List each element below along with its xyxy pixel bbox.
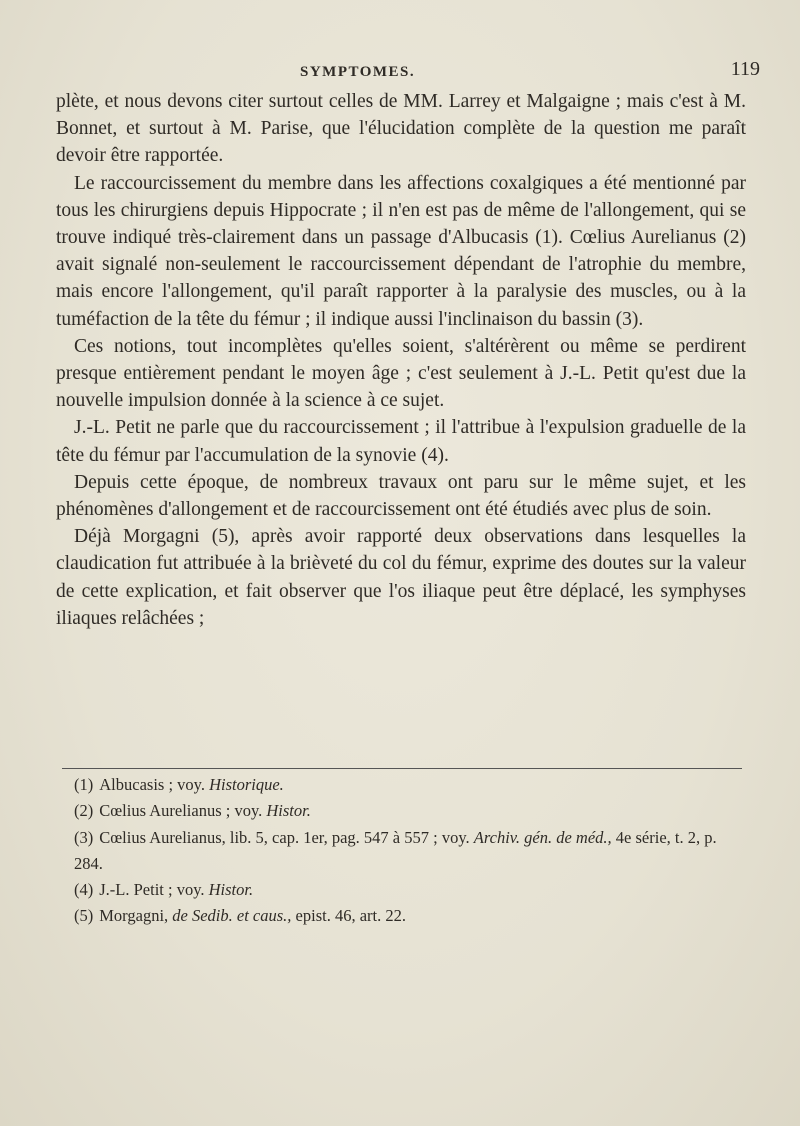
footnote-text: J.-L. Petit ; voy.	[99, 880, 209, 900]
footnote-number: (4)	[74, 880, 94, 900]
paragraph-4: J.-L. Petit ne parle que du raccourcissement ; il l'attribue à l'expulsion graduelle de la tête du fémur par l'accumulation de la synovie (4).	[56, 417, 746, 466]
paragraph-3: Ces notions, tout incomplètes qu'elles soient, s'altérèrent ou même se perdirent presque entièrement pendant le moyen âge ; c'est seulement à J.-L. Petit qu'est due la nouvelle impulsion donnée à la science à ce sujet.	[56, 335, 746, 412]
footnote-5	[74, 903, 724, 929]
footnote-number: (2)	[74, 801, 94, 821]
footnote-3	[74, 825, 724, 878]
page-header	[60, 58, 760, 88]
paragraph-6: Déjà Morgagni (5), après avoir rapporté deux observations dans lesquelles la claudication fut attribuée à la brièveté du col du fémur, exprime des doutes sur la valeur de cette explication, et fait observer que l'os iliaque peut être déplacé, les symphyses iliaques relâchées ;	[56, 526, 746, 629]
footnote-2	[74, 798, 724, 824]
footnote-reference: Historique.	[209, 775, 284, 794]
footnote-reference: Histor.	[266, 801, 311, 821]
footnote-4	[74, 877, 724, 903]
paragraph-1: plète, et nous devons citer surtout celles de MM. Larrey et Malgaigne ; mais c'est à M. Bonnet, et surtout à M. Parise, que l'élucidation complète de la question me paraît devoir être rapportée.	[56, 91, 746, 167]
footnote-text: Cœlius Aurelianus ; voy.	[99, 801, 267, 821]
footnote-text: Morgagni,	[99, 906, 173, 926]
running-title: SYMPTOMES.	[300, 64, 416, 80]
paragraph-5: Depuis cette époque, de nombreux travaux ont paru sur le même sujet, et les phénomènes d'allongement et de raccourcissement ont été étudiés avec plus de soin.	[56, 471, 746, 521]
footnote-divider	[62, 768, 742, 770]
footnote-1	[74, 772, 724, 798]
footnote-tail: 4e série, t. 2, p. 284.	[74, 827, 717, 873]
footnote-text: Albucasis ; voy.	[99, 775, 210, 794]
footnotes	[74, 772, 724, 930]
paragraph-2: Le raccourcissement du membre dans les affections coxalgiques a été mentionné par tous les chirurgiens depuis Hippocrate ; il n'en est pas de même de l'allongement, qui se trouve indiqué très-clairement dans un passage d'Albucasis (1). Cœlius Aurelianus (2) avait signalé non-seulement le raccourcissement dépendant de l'atrophie du membre, mais encore l'allongement, qu'il paraît rapporter à la paralysie des muscles, ou à la tuméfaction de la tête du fémur ; il indique aussi l'inclinaison du bassin (3).	[56, 172, 746, 330]
footnote-tail: epist. 46, art. 22.	[291, 906, 406, 926]
footnote-number: (5)	[74, 906, 94, 926]
footnote-number: (3)	[74, 827, 94, 847]
footnote-reference: de Sedib. et caus.,	[172, 906, 292, 926]
footnote-reference: Histor.	[208, 880, 254, 900]
main-text	[56, 88, 746, 632]
footnote-text: Cœlius Aurelianus, lib. 5, cap. 1er, pag. 547 à 557 ; voy.	[99, 827, 474, 847]
footnote-number: (1)	[74, 775, 94, 794]
footnote-reference: Archiv. gén. de méd.,	[473, 827, 612, 847]
page-number: 119	[730, 58, 760, 80]
